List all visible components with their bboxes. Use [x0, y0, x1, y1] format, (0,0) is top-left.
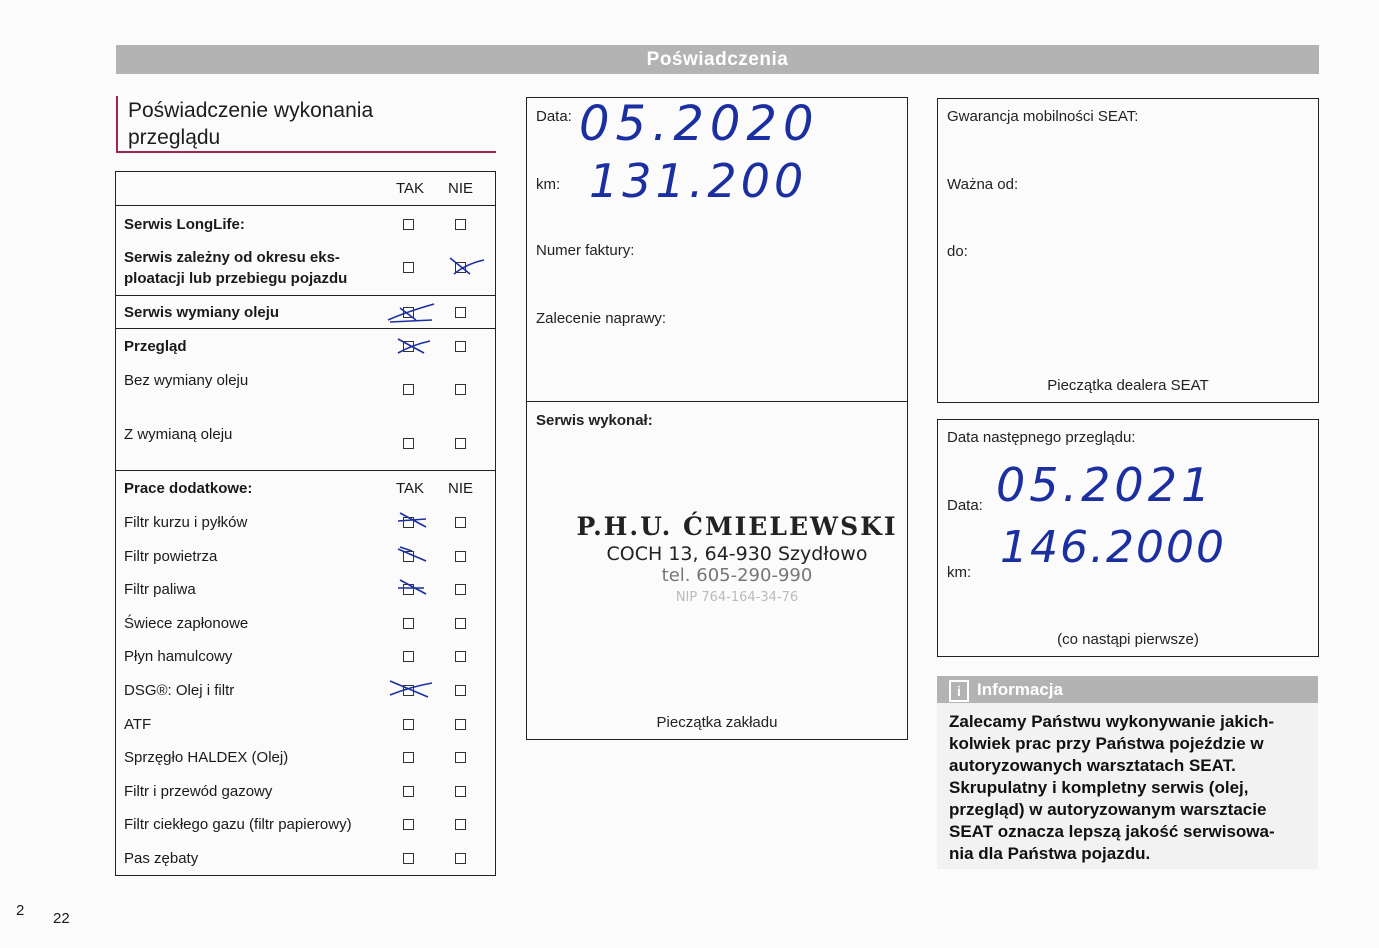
extra-item-label: ATF — [124, 715, 152, 733]
without-oil-label: Bez wymiany oleju — [124, 372, 249, 389]
extra-item-yes-checkbox[interactable] — [403, 752, 414, 763]
handwritten-next-km: 146.2000 — [1000, 522, 1226, 573]
without-oil-no-checkbox[interactable] — [455, 384, 466, 395]
handwritten-km: 131.200 — [589, 154, 808, 208]
info-text-line: nia dla Państwa pojazdu. — [949, 844, 1151, 863]
handwritten-next-date: 05.2021 — [996, 458, 1215, 512]
longlife-no-checkbox[interactable] — [455, 219, 466, 230]
info-text-line: kolwiek prac przy Państwa pojeździe w — [949, 734, 1264, 753]
page-number: 22 — [53, 910, 70, 927]
extra-item-label: Płyn hamulcowy — [124, 648, 233, 666]
info-text-line: autoryzowanych warsztatach SEAT. — [949, 756, 1236, 775]
extra-item-yes-checkbox[interactable] — [403, 719, 414, 730]
info-icon: i — [949, 680, 969, 702]
extra-item-no-checkbox[interactable] — [455, 719, 466, 730]
handwritten-check-mark — [386, 677, 434, 706]
mobility-guarantee-box — [937, 98, 1319, 403]
dealer-stamp-caption: Pieczątka dealera SEAT — [1047, 377, 1209, 394]
col-header-yes: TAK — [396, 180, 425, 197]
next-date-label: Data: — [947, 497, 983, 514]
valid-from-label: Ważna od: — [947, 176, 1019, 193]
extra-item-no-checkbox[interactable] — [455, 517, 466, 528]
extra-item-label: Świece zapłonowe — [124, 614, 249, 632]
extra-col-header-no: NIE — [448, 480, 474, 497]
extra-item-yes-checkbox[interactable] — [403, 786, 414, 797]
extra-col-header-yes: TAK — [396, 480, 425, 497]
extra-item-label: Pas zębaty — [124, 850, 199, 867]
extra-item-no-checkbox[interactable] — [455, 584, 466, 595]
handwritten-check-mark — [396, 509, 432, 536]
workshop-stamp-caption: Pieczątka zakładu — [656, 714, 778, 731]
repair-recommendation-label: Zalecenie naprawy: — [536, 310, 667, 327]
heading-line-1: Poświadczenie wykonania — [128, 99, 374, 122]
extra-item-no-checkbox[interactable] — [455, 685, 466, 696]
invoice-number-label: Numer faktury: — [536, 242, 635, 259]
extra-item-no-checkbox[interactable] — [455, 819, 466, 830]
extra-item-label: Filtr paliwa — [124, 581, 196, 599]
extra-item-label: DSG®: Olej i filtr — [124, 682, 235, 699]
info-text-line: Zalecamy Państwu wykonywanie jakich- — [949, 712, 1275, 731]
next-inspection-title: Data następnego przeglądu: — [947, 429, 1136, 446]
info-text-line: Skrupulatny i kompletny serwis (olej, — [949, 778, 1249, 797]
service-performed-label: Serwis wykonał: — [536, 412, 653, 429]
divider — [116, 328, 495, 329]
extra-item-label: Sprzęgło HALDEX (Olej) — [124, 749, 289, 767]
divider — [116, 295, 495, 296]
longlife-yes-checkbox[interactable] — [403, 219, 414, 230]
extra-item-no-checkbox[interactable] — [455, 853, 466, 864]
dependent-service-label-1: Serwis zależny od okresu eks- — [124, 249, 340, 266]
handwritten-check-mark — [448, 254, 488, 283]
inspection-label: Przegląd — [124, 338, 187, 355]
km-label: km: — [536, 176, 561, 193]
stamp-phone: tel. 605-290-990 — [661, 565, 813, 586]
service-checklist — [115, 171, 496, 876]
dependent-yes-checkbox[interactable] — [403, 262, 414, 273]
handwritten-check-mark — [394, 335, 434, 362]
extra-item-yes-checkbox[interactable] — [403, 651, 414, 662]
info-header — [937, 676, 1318, 703]
extra-item-no-checkbox[interactable] — [455, 786, 466, 797]
handwritten-date: 05.2020 — [579, 96, 820, 152]
oil-service-label: Serwis wymiany oleju — [124, 304, 280, 321]
info-body — [937, 703, 1318, 869]
extra-item-no-checkbox[interactable] — [455, 752, 466, 763]
handwritten-check-mark — [396, 576, 432, 603]
handwritten-check-mark — [396, 543, 432, 570]
with-oil-no-checkbox[interactable] — [455, 438, 466, 449]
col-header-no: NIE — [448, 180, 474, 197]
extra-item-label: Filtr i przewód gazowy — [124, 782, 273, 800]
extra-item-yes-checkbox[interactable] — [403, 819, 414, 830]
info-text-line: przegląd) w autoryzowanym warsztacie — [949, 800, 1267, 819]
info-text-line: SEAT oznacza lepszą jakość serwisowa- — [949, 822, 1275, 841]
extra-item-no-checkbox[interactable] — [455, 651, 466, 662]
extra-item-label: Filtr kurzu i pyłków — [124, 514, 248, 531]
valid-to-label: do: — [947, 243, 968, 260]
extra-item-label: Filtr ciekłego gazu (filtr papierowy) — [124, 816, 352, 834]
page-heading — [116, 96, 496, 153]
extra-work-title: Prace dodatkowe: — [124, 480, 253, 497]
dependent-service-label-2: ploatacji lub przebiegu pojazdu — [124, 270, 348, 287]
next-inspection-box — [937, 419, 1319, 657]
without-oil-yes-checkbox[interactable] — [403, 384, 414, 395]
divider — [116, 205, 495, 206]
service-record-box — [526, 97, 908, 402]
date-label: Data: — [536, 108, 572, 125]
service-performed-box — [526, 401, 908, 740]
with-oil-label: Z wymianą oleju — [124, 426, 233, 443]
next-km-label: km: — [947, 564, 972, 581]
stamp-address: COCH 13, 64-930 Szydłowo — [606, 543, 868, 565]
handwritten-check-mark — [386, 298, 436, 329]
heading-line-2: przeglądu — [128, 126, 221, 149]
stamp-company: P.H.U. ĆMIELEWSKI — [576, 512, 898, 541]
inspection-no-checkbox[interactable] — [455, 341, 466, 352]
longlife-label: Serwis LongLife: — [124, 216, 245, 233]
info-header-label: Informacja — [977, 680, 1063, 699]
workshop-stamp — [567, 512, 907, 605]
extra-item-yes-checkbox[interactable] — [403, 618, 414, 629]
extra-item-yes-checkbox[interactable] — [403, 853, 414, 864]
whichever-first-note: (co nastąpi pierwsze) — [1057, 631, 1199, 648]
extra-item-no-checkbox[interactable] — [455, 618, 466, 629]
stamp-nip: NIP 764-164-34-76 — [675, 590, 799, 605]
extra-item-no-checkbox[interactable] — [455, 551, 466, 562]
with-oil-yes-checkbox[interactable] — [403, 438, 414, 449]
oil-service-no-checkbox[interactable] — [455, 307, 466, 318]
extra-item-label: Filtr powietrza — [124, 547, 218, 565]
section-banner: Poświadczenia — [116, 45, 1319, 74]
left-page-number: 2 — [16, 902, 25, 919]
mobility-title: Gwarancja mobilności SEAT: — [947, 108, 1139, 125]
divider — [116, 470, 495, 471]
